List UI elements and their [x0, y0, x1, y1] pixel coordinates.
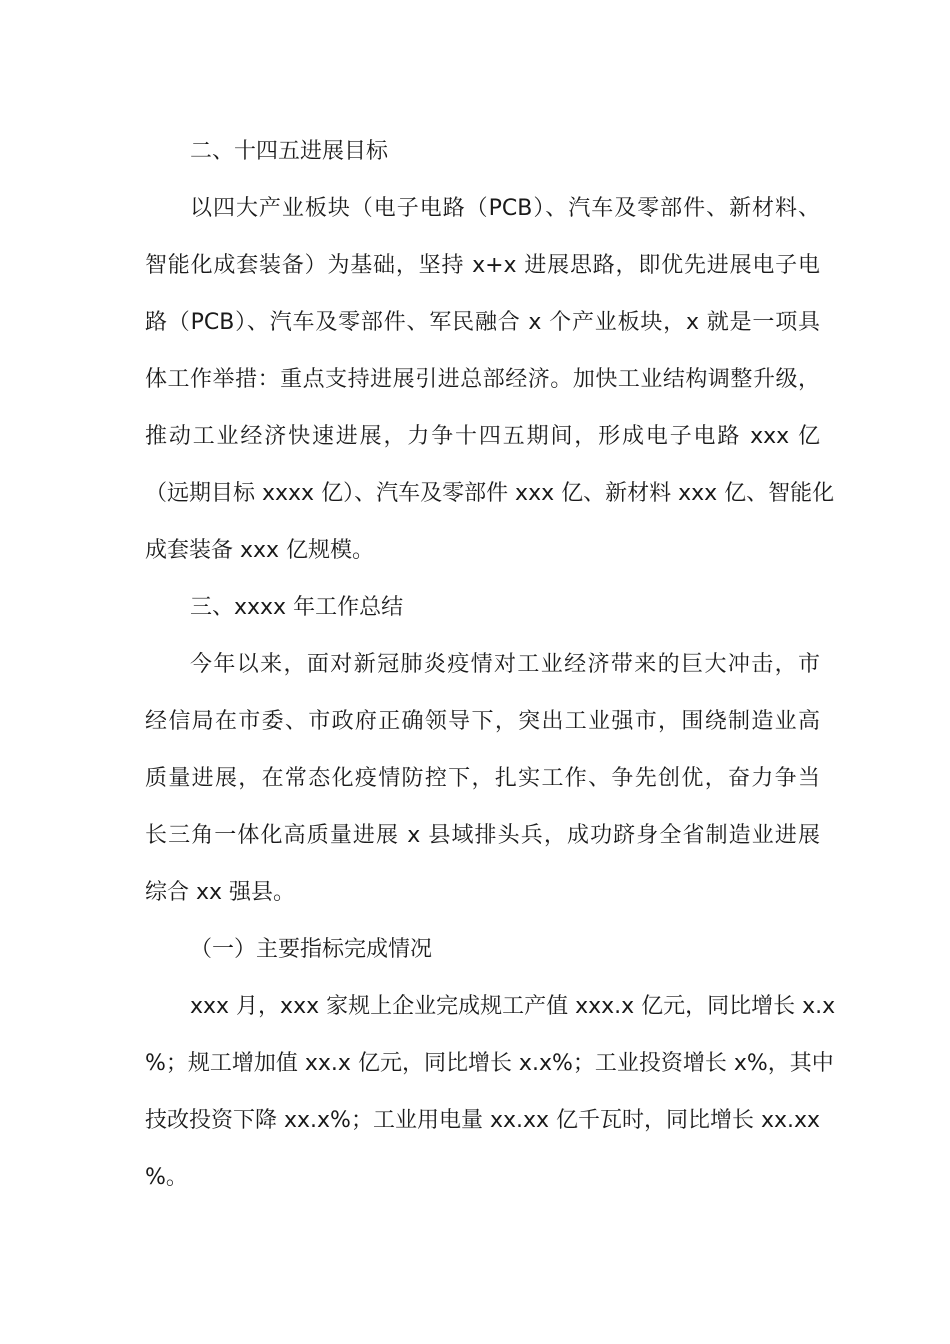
section-heading: 三、xxxx 年工作总结 — [190, 595, 404, 620]
paragraph-line: （远期目标 xxxx 亿）、汽车及零部件 xxx 亿、新材料 xxx 亿、智能化 — [145, 481, 835, 506]
paragraph-line: 体工作举措：重点支持进展引进总部经济。加快工业结构调整升级， — [145, 367, 820, 392]
paragraph-line: 综合 xx 强县。 — [145, 880, 296, 905]
paragraph-line: %。 — [145, 1165, 188, 1190]
paragraph-line: 智能化成套装备）为基础，坚持 x+x 进展思路，即优先进展电子电 — [145, 253, 820, 278]
paragraph-line: %；规工增加值 xx.x 亿元，同比增长 x.x%；工业投资增长 x%，其中 — [145, 1051, 834, 1076]
section-heading: 二、十四五进展目标 — [190, 139, 389, 164]
paragraph-line: 成套装备 xxx 亿规模。 — [145, 538, 375, 563]
paragraph-line: 长三角一体化高质量进展 x 县域排头兵，成功跻身全省制造业进展 — [145, 823, 820, 848]
paragraph-line: 路（PCB）、汽车及零部件、军民融合 x 个产业板块，x 就是一项具 — [145, 310, 820, 335]
paragraph-line: 以四大产业板块（电子电路（PCB）、汽车及零部件、新材料、 — [190, 196, 820, 221]
paragraph-line: 今年以来，面对新冠肺炎疫情对工业经济带来的巨大冲击，市 — [190, 652, 820, 677]
paragraph-line: 推动工业经济快速进展，力争十四五期间，形成电子电路 xxx 亿 — [145, 424, 821, 449]
subsection-heading: （一）主要指标完成情况 — [190, 937, 433, 962]
paragraph-line: 经信局在市委、市政府正确领导下，突出工业强市，围绕制造业高 — [145, 709, 820, 734]
paragraph-line: 技改投资下降 xx.x%；工业用电量 xx.xx 亿千瓦时，同比增长 xx.xx — [145, 1108, 821, 1133]
paragraph-line: xxx 月，xxx 家规上企业完成规工产值 xxx.x 亿元，同比增长 x.x — [190, 994, 836, 1019]
paragraph-line: 质量进展，在常态化疫情防控下，扎实工作、争先创优，奋力争当 — [145, 766, 820, 791]
